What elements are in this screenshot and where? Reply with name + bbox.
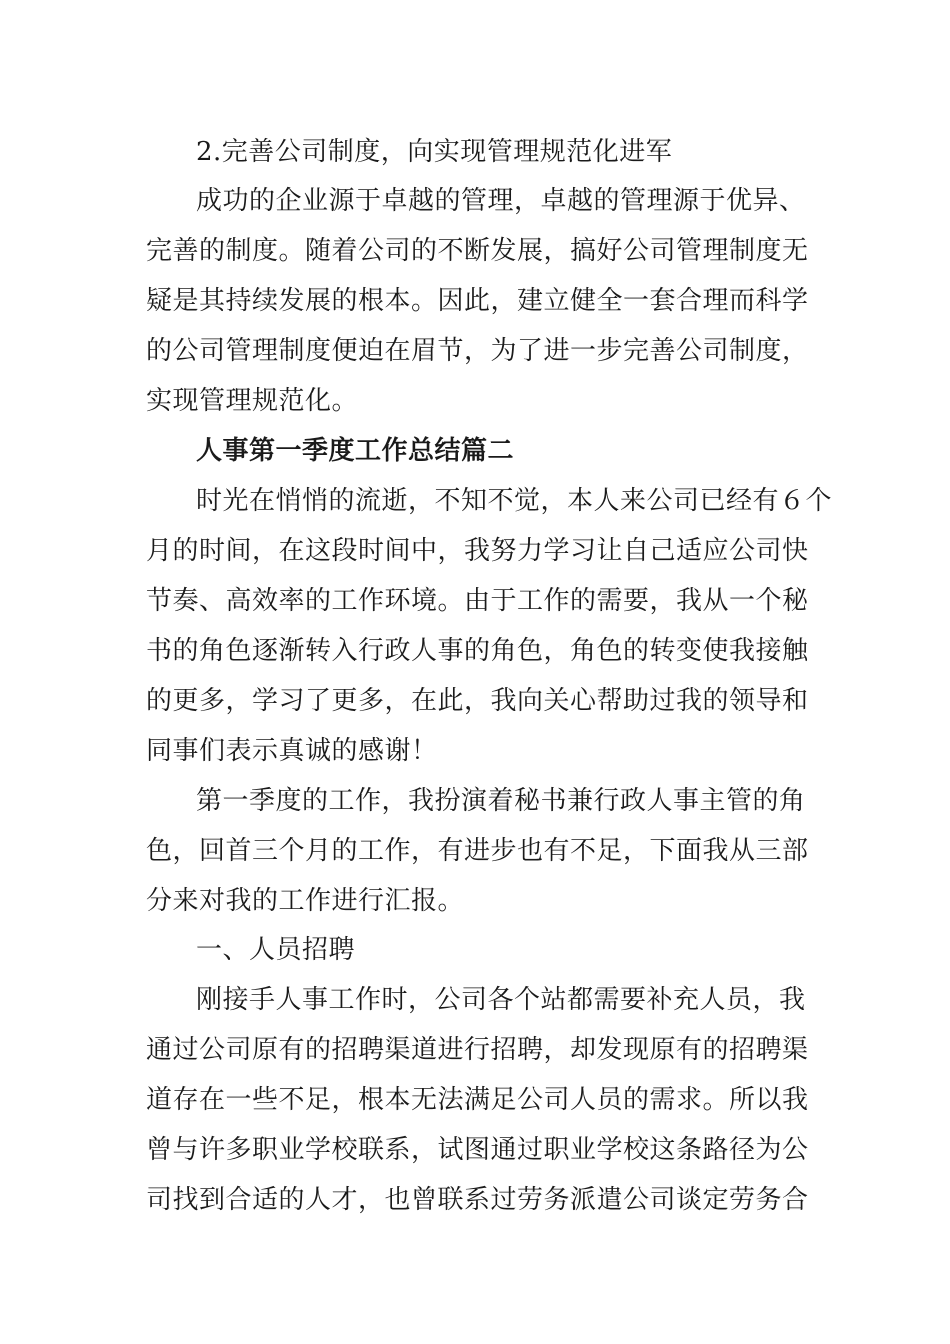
paragraph-line: 司找到合适的人才，也曾联系过劳务派遣公司谈定劳务合 (146, 1185, 809, 1215)
paragraph-line: 第一季度的工作，我扮演着秘书兼行政人事主管的角 (196, 786, 806, 816)
section-heading: 2.完善公司制度，向实现管理规范化进军 (196, 137, 673, 167)
paragraph-line: 的公司管理制度便迫在眉节，为了进一步完善公司制度， (146, 336, 809, 366)
paragraph-line: 成功的企业源于卓越的管理，卓越的管理源于优异、 (196, 186, 806, 216)
paragraph-line: 完善的制度。随着公司的不断发展，搞好公司管理制度无 (146, 236, 809, 266)
paragraph-line: 疑是其持续发展的根本。因此，建立健全一套合理而科学 (146, 286, 809, 316)
paragraph-line: 实现管理规范化。 (146, 386, 359, 416)
paragraph-line: 分来对我的工作进行汇报。 (146, 886, 465, 916)
paragraph-line: 色，回首三个月的工作，有进步也有不足，下面我从三部 (146, 836, 809, 866)
paragraph-line: 道存在一些不足，根本无法满足公司人员的需求。所以我 (146, 1085, 809, 1115)
article-title: 人事第一季度工作总结篇二 (196, 436, 515, 466)
section-heading: 一、人员招聘 (196, 935, 356, 965)
paragraph-line: 时光在悄悄的流逝，不知不觉，本人来公司已经有６个 (196, 486, 833, 516)
paragraph-line: 月的时间，在这段时间中，我努力学习让自己适应公司快 (146, 536, 809, 566)
paragraph-line: 节奏、高效率的工作环境。由于工作的需要，我从一个秘 (146, 586, 809, 616)
paragraph-line: 刚接手人事工作时，公司各个站都需要补充人员，我 (196, 985, 806, 1015)
paragraph-line: 曾与许多职业学校联系，试图通过职业学校这条路径为公 (146, 1135, 809, 1165)
paragraph-line: 书的角色逐渐转入行政人事的角色，角色的转变使我接触 (146, 636, 809, 666)
paragraph-line: 通过公司原有的招聘渠道进行招聘，却发现原有的招聘渠 (146, 1035, 809, 1065)
paragraph-line: 同事们表示真诚的感谢！ (146, 736, 438, 766)
paragraph-line: 的更多，学习了更多，在此，我向关心帮助过我的领导和 (146, 686, 809, 716)
